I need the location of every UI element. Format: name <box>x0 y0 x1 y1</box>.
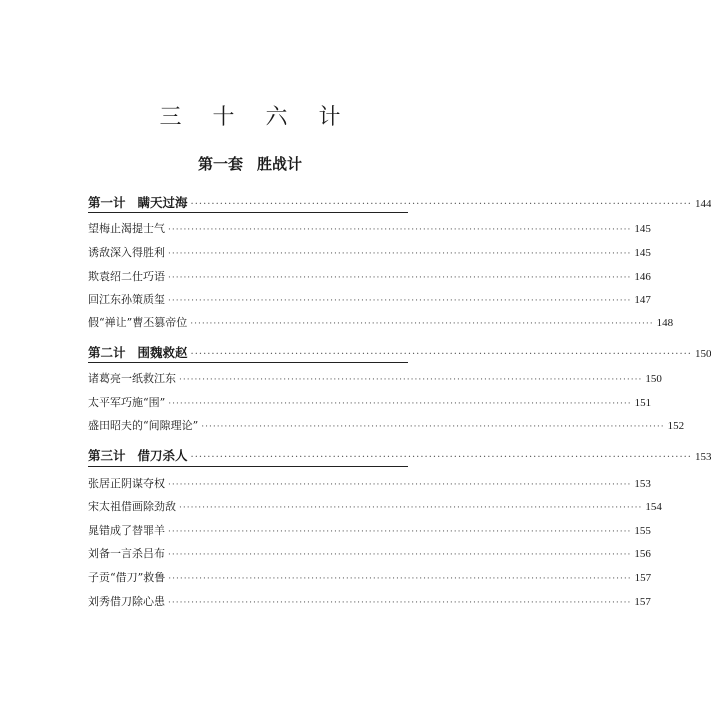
toc-entry[interactable] <box>88 569 652 589</box>
leader-dots: ························································································································ <box>190 349 692 360</box>
leader-dots: ························································································································ <box>168 296 632 306</box>
entry-title: 盛田昭夫的“间隙理论” <box>88 419 199 432</box>
page-number: 147 <box>634 294 651 306</box>
page-number: 148 <box>656 317 674 329</box>
page-number: 150 <box>645 373 662 385</box>
entry-title: 欺袁绍二仕巧语 <box>88 270 165 283</box>
toc-entry[interactable] <box>88 244 651 264</box>
page-number: 155 <box>634 525 651 537</box>
leader-dots: ························································································································ <box>168 225 632 235</box>
leader-dots: ························································································································ <box>190 452 692 463</box>
page-number: 145 <box>634 247 651 259</box>
leader-dots: ························································································································ <box>168 399 632 409</box>
toc-entry[interactable] <box>88 268 651 288</box>
toc-entry[interactable] <box>88 545 651 565</box>
section-number: 第二计 <box>88 345 126 360</box>
leader-dots: ························································································································ <box>168 598 632 608</box>
section-divider <box>88 466 408 467</box>
section-number: 第一计 <box>88 195 126 210</box>
leader-dots: ························································································································ <box>168 273 632 283</box>
entry-title: 太平军巧施“围” <box>88 396 166 409</box>
entry-title: 张居正阴谋夺权 <box>88 477 165 490</box>
toc-entry[interactable] <box>88 417 685 437</box>
leader-dots: ························································································································ <box>179 503 643 513</box>
page-number: 150 <box>694 348 711 360</box>
leader-dots: ························································································································ <box>201 422 665 432</box>
page-number: 156 <box>634 548 651 560</box>
leader-dots: ························································································································ <box>190 199 692 210</box>
leader-dots: ························································································································ <box>168 574 632 584</box>
entry-title: 假“禅让”曹丕篡帝位 <box>88 316 188 329</box>
section-divider <box>88 212 408 213</box>
section-number: 第三计 <box>88 448 126 463</box>
leader-dots: ························································································································ <box>179 375 643 385</box>
toc-entry[interactable] <box>88 291 651 311</box>
page-number: 146 <box>634 271 651 283</box>
section-divider <box>88 362 408 363</box>
entry-title: 回江东孙策质玺 <box>88 293 165 306</box>
page-number: 153 <box>634 478 651 490</box>
toc-entry[interactable] <box>88 220 651 240</box>
toc-entry[interactable] <box>88 394 652 414</box>
leader-dots: ························································································································ <box>190 319 654 329</box>
entry-title: 刘秀借刀除心患 <box>88 595 165 608</box>
page-number: 154 <box>645 501 662 513</box>
book-title: 三 十 六 计 <box>159 105 353 130</box>
section-title: 瞒天过海 <box>137 195 188 210</box>
section-title: 借刀杀人 <box>137 448 188 463</box>
entry-title: 诸葛亮一纸救江东 <box>88 372 176 385</box>
part-title: 胜战计 <box>257 155 303 173</box>
part-heading <box>0 153 500 174</box>
leader-dots: ························································································································ <box>168 550 632 560</box>
toc-entry[interactable] <box>88 370 662 390</box>
toc-entry[interactable] <box>88 314 674 334</box>
page-number: 151 <box>634 397 652 409</box>
entry-title: 刘备一言杀吕布 <box>88 547 165 560</box>
toc-entry[interactable] <box>88 593 651 613</box>
page-number: 145 <box>634 223 651 235</box>
entry-title: 晁错成了替罪羊 <box>88 524 165 537</box>
toc-section-1[interactable] <box>88 193 711 213</box>
entry-title: 宋太祖借画除劲敌 <box>88 500 176 513</box>
part-number: 第一套 <box>197 155 243 173</box>
page-number: 152 <box>667 420 685 432</box>
toc-section-3[interactable] <box>88 446 711 466</box>
page-number: 144 <box>694 198 711 210</box>
leader-dots: ························································································································ <box>168 527 632 537</box>
section-title: 围魏救赵 <box>137 345 188 360</box>
toc-entry[interactable] <box>88 475 651 495</box>
toc-section-2[interactable] <box>88 343 711 363</box>
toc-entry[interactable] <box>88 522 651 542</box>
page-number: 157 <box>634 596 651 608</box>
leader-dots: ························································································································ <box>168 249 632 259</box>
entry-title: 子贡“借刀”救鲁 <box>88 571 166 584</box>
leader-dots: ························································································································ <box>168 480 632 490</box>
entry-title: 诱敌深入得胜利 <box>88 246 165 259</box>
page-number: 153 <box>694 451 711 463</box>
entry-title: 望梅止渴提士气 <box>88 222 165 235</box>
toc-entry[interactable] <box>88 498 662 518</box>
page-number: 157 <box>634 572 652 584</box>
